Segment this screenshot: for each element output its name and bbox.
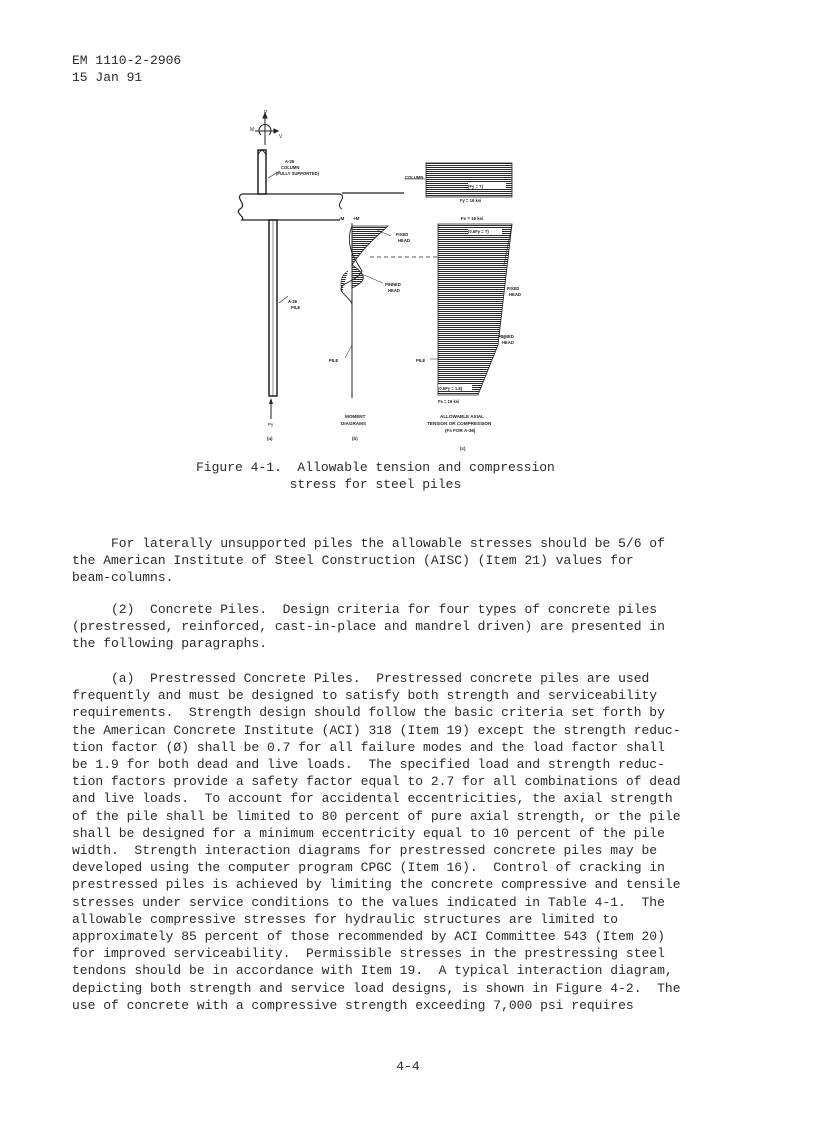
text-line: use of concrete with a compressive strength exceeding 7,000 psi requires: [72, 997, 634, 1013]
paragraph-unsupported-piles: [72, 535, 752, 587]
pinned-head-label-c2: HEAD: [502, 340, 514, 345]
fixed-head-label-c: FIXED: [507, 286, 520, 291]
text-line: of the pile shall be limited to 80 percent of pure axial strength, or the pile: [72, 808, 681, 824]
ratio-bot-label: (0.5Fy = 1.8): [438, 386, 463, 391]
pile-label: PILE: [291, 305, 301, 310]
panel-b: [329, 216, 410, 441]
text-line: (prestressed, reinforced, cast-in-place and mandrel driven) are presented in: [72, 619, 665, 635]
text-line: tendons should be in accordance with Item 19. A typical interaction diagram,: [72, 963, 673, 979]
paragraph-prestressed-piles: [72, 670, 752, 1014]
ground-block: [238, 194, 340, 220]
text-line: beam-columns.: [72, 570, 174, 586]
text-line: depicting both strength and service load designs, is shown in Figure 4-2. The: [72, 980, 681, 996]
text-line: be 1.9 for both dead and live loads. The specified load and strength reduc-: [72, 757, 665, 773]
caption-line-1: Figure 4-1. Allowable tension and compression: [196, 460, 555, 475]
allowable-title-1: ALLOWABLE AXIAL: [440, 414, 484, 419]
fixed-head-label-c2: HEAD: [509, 292, 521, 297]
text-line: and live loads. To account for accidental eccentricities, the axial strength: [72, 791, 673, 807]
allowable-title-3: (Fs FOR A-36): [445, 428, 476, 433]
text-line: tion factor (Ø) shall be 0.7 for all failure modes and the load factor shall: [72, 739, 665, 755]
text-line: frequently and must be designed to satisfy both strength and serviceability: [72, 688, 658, 704]
column-a36-label: A-36: [285, 159, 295, 164]
text-line: stresses under service conditions to the values indicated in Table 4-1. The: [72, 894, 665, 910]
fs-bot-label: Fs = 16 ksi: [438, 399, 460, 404]
text-line: approximately 85 percent of those recommended by ACI Committee 543 (Item 20): [72, 929, 665, 945]
document-number: EM 1110-2-2906: [72, 53, 182, 68]
text-line: For laterally unsupported piles the allowable stresses should be 5/6 of: [72, 536, 665, 551]
py-label: Py: [268, 422, 274, 427]
fixed-head-label-b: FIXED: [396, 232, 409, 237]
fy-top-label: Fy = 16 ksi: [460, 198, 482, 203]
pinned-head-label-b2: HEAD: [388, 288, 400, 293]
panel-a: [238, 110, 404, 441]
moment-title-2: DIAGRAMS: [341, 421, 367, 426]
pinned-head-label-c: PINNED: [498, 334, 514, 339]
minus-m-label: -M: [339, 216, 345, 221]
text-line: the following paragraphs.: [72, 636, 268, 652]
text-line: requirements. Strength design should follow the basic criteria set forth by: [72, 705, 665, 721]
text-line: width. Strength interaction diagrams for prestressed concrete piles may be: [72, 843, 658, 859]
document-header: [72, 52, 181, 86]
text-line: tion factors provide a safety factor equal to 2.7 for all combinations of dead: [72, 774, 681, 790]
column-stress-block: [426, 163, 512, 197]
ratio-top-label: (Fy = ?): [468, 184, 484, 189]
panel-c: [404, 163, 521, 451]
pinned-head-label-b: PINNED: [385, 282, 401, 287]
ratio-mid-label: (0.6Fy = ?): [468, 229, 489, 234]
text-line: (2) Concrete Piles. Design criteria for four types of concrete piles: [72, 602, 658, 617]
column-label-c: COLUMN: [405, 175, 424, 180]
text-line: shall be designed for a minimum eccentricity equal to 10 percent of the pile: [72, 825, 665, 841]
moment-title-1: MOMENT: [345, 414, 366, 419]
axes-symbol: [255, 113, 278, 145]
pile-a36-label: A-36: [288, 299, 298, 304]
panel-c-label: (c): [460, 446, 466, 451]
allowable-title-2: TENSION OR COMPRESSION: [427, 421, 492, 426]
text-line: (a) Prestressed Concrete Piles. Prestressed concrete piles are used: [72, 671, 650, 686]
figure-caption: [196, 459, 616, 493]
panel-b-label: (b): [352, 436, 358, 441]
fs-mid-label: Fs = 16 ksi: [461, 216, 484, 221]
text-line: allowable compressive stresses for hydraulic structures are limited to: [72, 911, 619, 927]
column-label: COLUMN: [281, 165, 300, 170]
paragraph-concrete-piles: [72, 601, 752, 653]
fixed-head-label-b2: HEAD: [398, 238, 410, 243]
axis-v-label: V: [279, 134, 283, 140]
fully-supported-label: (FULLY SUPPORTED): [276, 171, 320, 176]
panel-a-label: (a): [267, 436, 273, 441]
column-member: [258, 150, 266, 194]
document-date: 15 Jan 91: [72, 70, 143, 86]
text-line: the American Concrete Institute (ACI) 318 (Item 19) except the strength reduc-: [72, 722, 681, 738]
plus-m-label: +M: [353, 216, 360, 221]
allowable-stress-block: [438, 224, 512, 395]
axis-m-label: M: [250, 127, 255, 133]
text-line: developed using the computer program CPGC (Item 16). Control of cracking in: [72, 860, 665, 876]
text-line: for improved serviceability. Permissible stresses in the prestressing steel: [72, 946, 665, 962]
figure-4-1: [228, 105, 528, 457]
page-number: 4-4: [396, 1059, 420, 1074]
text-line: prestressed piles is achieved by limiting the concrete compressive and tensile: [72, 877, 681, 893]
text-line: the American Institute of Steel Construction (AISC) (Item 21) values for: [72, 553, 634, 569]
pile-label-b: PILE: [329, 358, 339, 363]
axis-p-label: P: [264, 110, 268, 116]
pile-label-c: PILE: [416, 358, 426, 363]
caption-line-2: stress for steel piles: [196, 477, 462, 493]
